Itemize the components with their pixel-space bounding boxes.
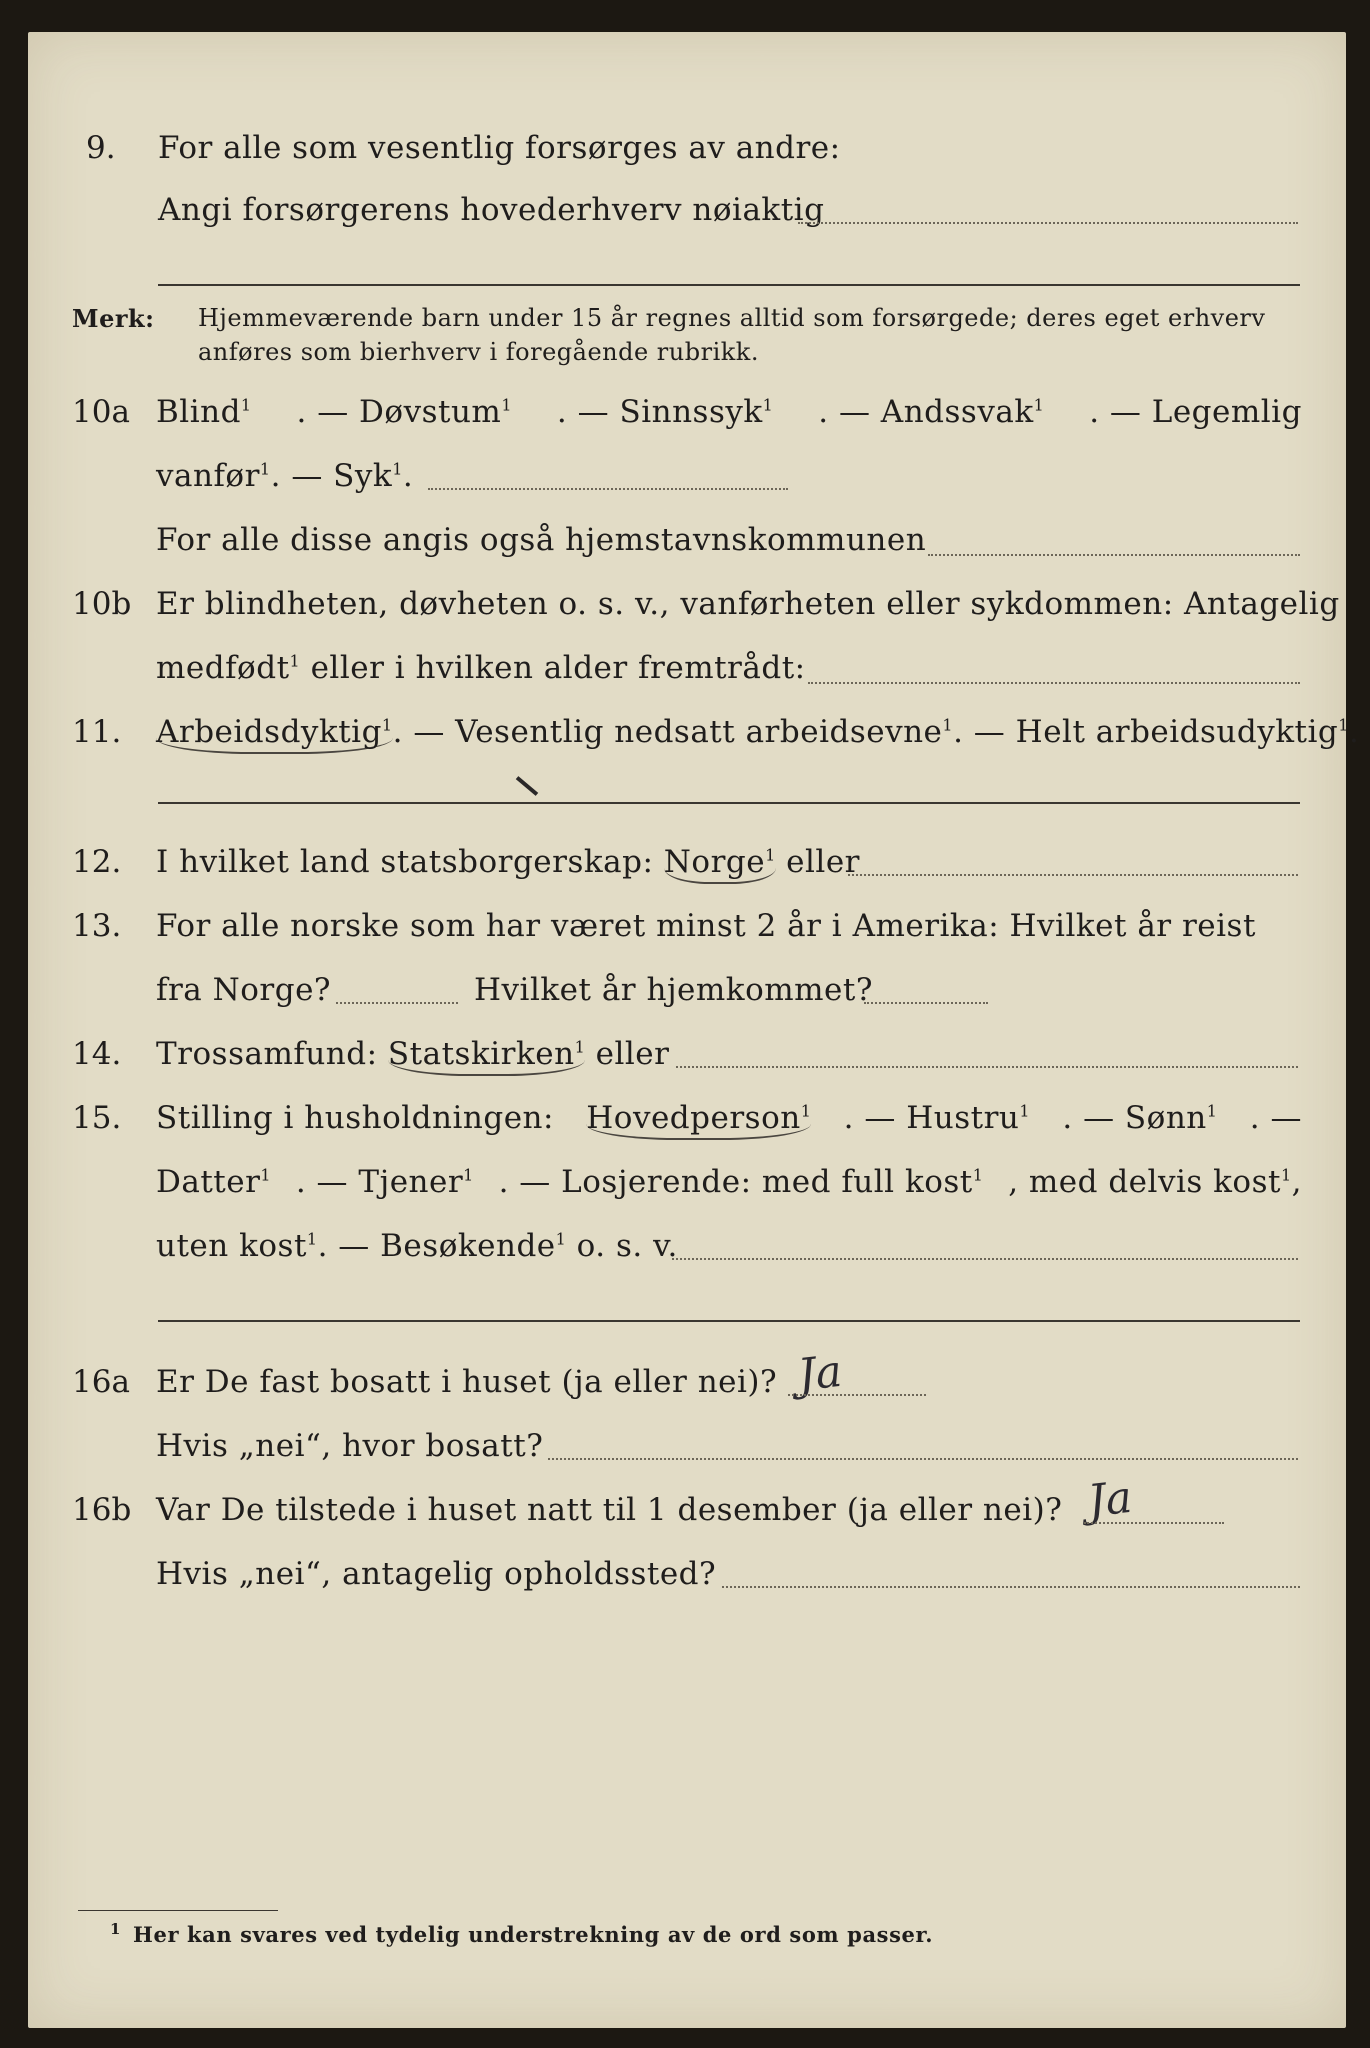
q13-reist-leader — [336, 1002, 458, 1004]
footnote — [110, 1920, 933, 1947]
q10b-line2: medfødt$^1$ eller i hvilken alder fremtrådt: — [156, 650, 806, 686]
q12-leader — [848, 874, 1298, 876]
q10b-number: 10b — [72, 586, 132, 622]
q11-number: 11. — [72, 714, 122, 750]
merk-line1: Hjemmeværende barn under 15 år regnes alltid som forsørgede; deres eget erhverv — [198, 304, 1266, 332]
q9-answer-leader — [798, 222, 1298, 224]
q11-line: Arbeidsdyktig$^1$. — Vesentlig nedsatt arbeidsevne$^1$. — Helt arbeidsudyktig$^1$. — [156, 714, 1359, 750]
q16a-bosatt-leader — [548, 1458, 1298, 1460]
footnote-rule — [78, 1910, 278, 1911]
merk-label: Merk: — [72, 304, 155, 333]
q15-number: 15. — [72, 1100, 122, 1136]
q16a-number: 16a — [72, 1364, 130, 1400]
q16b-line1: Var De tilstede i huset natt til 1 desember (ja eller nei)? — [156, 1492, 1063, 1528]
q16a-handwritten-answer: Ja — [795, 1345, 845, 1402]
q10a-line2: vanfør$^1$. — Syk$^1$. — [156, 458, 414, 494]
q14-leader — [676, 1066, 1298, 1068]
q10b-leader — [808, 682, 1300, 684]
q15-line3: uten kost$^1$. — Besøkende$^1$ o. s. v. — [156, 1228, 678, 1264]
q16b-number: 16b — [72, 1492, 132, 1528]
q10a-number: 10a — [72, 394, 130, 430]
q10a-dovstum: . — Døvstum$^1$ — [296, 394, 513, 430]
merk-line2: anføres som bierhverv i foregående rubrikk. — [198, 338, 759, 366]
q9-number: 9. — [86, 130, 116, 166]
q15-answer-rule — [158, 1320, 1300, 1322]
q9-line1: For alle som vesentlig forsørges av andre: — [158, 130, 841, 166]
q10a-legemlig: . — Legemlig — [1089, 394, 1302, 430]
q16a-line2: Hvis „nei“, hvor bosatt? — [156, 1428, 544, 1464]
q15-line2: Datter$^1$ . — Tjener$^1$ . — Losjerende: med full kost$^1$ , med delvis kost$^1$, — [156, 1164, 1302, 1200]
q13-line2a: fra Norge? — [156, 972, 332, 1008]
q13-hjemkommet-leader — [864, 1002, 988, 1004]
q10b-line1: Er blindheten, døvheten o. s. v., vanførheten eller sykdommen: Antagelig — [156, 586, 1340, 622]
footnote-mark: 1 — [110, 1920, 122, 1938]
q12-line: I hvilket land statsborgerskap: Norge$^1$ eller — [156, 844, 860, 880]
q14-statskirken-underlined: Statskirken$^1$ — [388, 1036, 585, 1076]
q16b-leader — [1084, 1522, 1224, 1524]
q13-number: 13. — [72, 908, 122, 944]
q15-hovedperson-underlined: Hovedperson$^1$ — [586, 1100, 811, 1140]
q15-leader — [672, 1258, 1298, 1260]
q10a-syk-leader — [428, 488, 788, 490]
q10a-line3: For alle disse angis også hjemstavnskommunen — [156, 522, 927, 558]
q11-arbeidsdyktig-underlined: Arbeidsdyktig$^1$ — [156, 714, 393, 754]
q10a-sinnssyk: . — Sinnssyk$^1$ — [556, 394, 774, 430]
q14-number: 14. — [72, 1036, 122, 1072]
census-form-page — [28, 32, 1360, 2028]
q9-answer-rule — [158, 284, 1300, 286]
q16a-line1: Er De fast bosatt i huset (ja eller nei)? — [156, 1364, 778, 1400]
q10a-line1 — [156, 394, 1302, 430]
q14-line: Trossamfund: Statskirken$^1$ eller — [156, 1036, 669, 1072]
q16b-line2: Hvis „nei“, antagelig opholdssted? — [156, 1556, 717, 1592]
q16a-leader — [788, 1394, 926, 1396]
q9-line2: Angi forsørgerens hovederhverv nøiaktig — [158, 192, 825, 228]
q15-line1: Stilling i husholdningen: Hovedperson$^1$ . — Hustru$^1$ . — Sønn$^1$ . — — [156, 1100, 1302, 1140]
q16b-opholdssted-leader — [722, 1586, 1300, 1588]
q10a-andssvak: . — Andssvak$^1$ — [818, 394, 1045, 430]
q12-number: 12. — [72, 844, 122, 880]
q10a-hjemstavn-leader — [928, 554, 1300, 556]
q13-line2b: Hvilket år hjemkommet? — [474, 972, 873, 1008]
footnote-text: Her kan svares ved tydelig understrekning av de ord som passer. — [133, 1922, 934, 1947]
q12-norge-underlined: Norge$^1$ — [664, 844, 776, 884]
q11-answer-rule — [158, 802, 1300, 804]
q16b-handwritten-answer: Ja — [1085, 1471, 1135, 1528]
ink-mark — [516, 776, 538, 796]
q13-line1: For alle norske som har været minst 2 år i Amerika: Hvilket år reist — [156, 908, 1256, 944]
q10a-blind: Blind$^1$ — [156, 394, 252, 430]
